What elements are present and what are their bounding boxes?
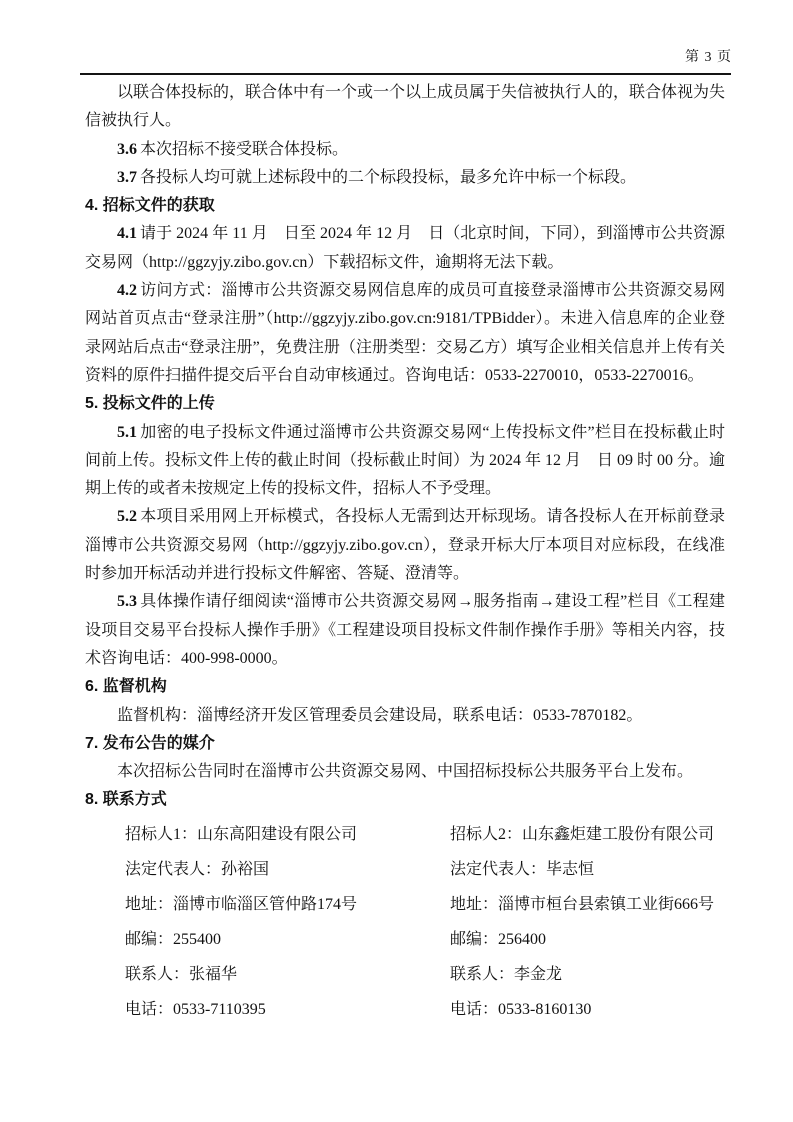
header-rule bbox=[80, 73, 731, 75]
tenderer1-legal-rep: 法定代表人：孙裕国 bbox=[125, 860, 270, 878]
contact-columns bbox=[85, 817, 725, 1027]
clause-4-2-number: 4.2 bbox=[117, 282, 137, 300]
section-heading-7: 7. 发布公告的媒介 bbox=[85, 734, 215, 752]
section-heading-5: 5. 投标文件的上传 bbox=[85, 395, 215, 413]
tenderer1-name: 招标人1：山东高阳建设有限公司 bbox=[125, 825, 358, 843]
clause-5-2-number: 5.2 bbox=[117, 508, 137, 526]
tenderer2-phone: 电话：0533-8160130 bbox=[450, 1000, 592, 1018]
announcement-media-info: 本次招标公告同时在淄博市公共资源交易网、中国招标投标公共服务平台上发布。 bbox=[117, 763, 694, 781]
clause-5-1-number: 5.1 bbox=[117, 423, 137, 441]
tenderer1-contact-person: 联系人：张福华 bbox=[125, 965, 238, 983]
tenderer2-postcode: 邮编：256400 bbox=[450, 930, 547, 948]
clause-5-3-text: 具体操作请仔细阅读“淄博市公共资源交易网→服务指南→建设工程”栏目《工程建设项目交易平台投标人操作手册》《工程建设项目投标文件制作操作手册》等相关内容，技术咨询电话：400-998-0000。 bbox=[85, 593, 725, 667]
contact-col-tenderer1 bbox=[125, 817, 450, 1027]
clause-3-7 bbox=[85, 164, 725, 192]
tenderer1-postcode: 邮编：255400 bbox=[125, 930, 222, 948]
clause-4-1-number: 4.1 bbox=[117, 225, 137, 243]
clause-4-1-text: 请于 2024 年 11 月 日至 2024 年 12 月 日（北京时间，下同），到淄博市公共资源交易网（http://ggzyjy.zibo.gov.cn）下载招标文件，逾期将无法下载。 bbox=[85, 225, 725, 271]
clause-5-1-text: 加密的电子投标文件通过淄博市公共资源交易网“上传投标文件”栏目在投标截止时间前上传。投标文件上传的截止时间（投标截止时间）为 2024 年 12 月 日 09 时 00 分。逾期上传的或者未按规定上传的投标文件，招标人不予受理。 bbox=[85, 423, 726, 498]
section-heading-8: 8. 联系方式 bbox=[85, 791, 167, 809]
clause-3-6 bbox=[85, 136, 725, 164]
tenderer2-legal-rep: 法定代表人：毕志恒 bbox=[450, 860, 595, 878]
clause-5-1 bbox=[85, 419, 725, 504]
clause-3-6-number: 3.6 bbox=[117, 140, 137, 158]
tenderer1-phone: 电话：0533-7110395 bbox=[125, 1000, 266, 1018]
page-number: 第 3 页 bbox=[685, 50, 732, 65]
clause-3-7-number: 3.7 bbox=[117, 168, 137, 186]
tenderer2-address: 地址：淄博市桓台县索镇工业街666号 bbox=[450, 895, 715, 913]
clause-5-2 bbox=[85, 503, 725, 588]
clause-3-7-text: 各投标人均可就上述标段中的二个标段投标，最多允许中标一个标段。 bbox=[140, 168, 637, 186]
clause-4-2 bbox=[85, 277, 725, 390]
tenderer2-name: 招标人2：山东鑫炬建工股份有限公司 bbox=[450, 825, 715, 843]
clause-joint-bidder: 以联合体投标的，联合体中有一个或一个以上成员属于失信被执行人的，联合体视为失信被执行人。 bbox=[85, 84, 726, 130]
section-heading-6: 6. 监督机构 bbox=[85, 678, 167, 696]
contact-col-tenderer2 bbox=[450, 817, 725, 1027]
clause-5-3-number: 5.3 bbox=[117, 593, 137, 611]
clause-5-3 bbox=[85, 588, 725, 673]
clause-5-2-text: 本项目采用网上开标模式，各投标人无需到达开标现场。请各投标人在开标前登录淄博市公共资源交易网（http://ggzyjy.zibo.gov.cn），登录开标大厅本项目对应标段，在线准时参加开标活动并进行投标文件解密、答疑、澄清等。 bbox=[85, 508, 725, 583]
tenderer2-contact-person: 联系人：李金龙 bbox=[450, 965, 563, 983]
clause-3-6-text: 本次招标不接受联合体投标。 bbox=[140, 140, 349, 158]
document-body bbox=[85, 79, 725, 1027]
section-heading-4: 4. 招标文件的获取 bbox=[85, 197, 215, 215]
clause-4-2-text: 访问方式：淄博市公共资源交易网信息库的成员可直接登录淄博市公共资源交易网网站首页点击“登录注册”（http://ggzyjy.zibo.gov.cn:9181/TPBidder）。未进入信息库的企业登录网站后点击“登录注册”，免费注册（注册类型：交易乙方）填写企业相关信息并上传有关资料的原件扫描件提交后平台自动审核通过。咨询电话：0533-2270010，0533-2270016。 bbox=[85, 282, 725, 384]
tenderer1-address: 地址：淄博市临淄区管仲路174号 bbox=[125, 895, 358, 913]
clause-4-1 bbox=[85, 220, 725, 277]
supervision-info: 监督机构：淄博经济开发区管理委员会建设局，联系电话：0533-7870182。 bbox=[117, 706, 643, 724]
